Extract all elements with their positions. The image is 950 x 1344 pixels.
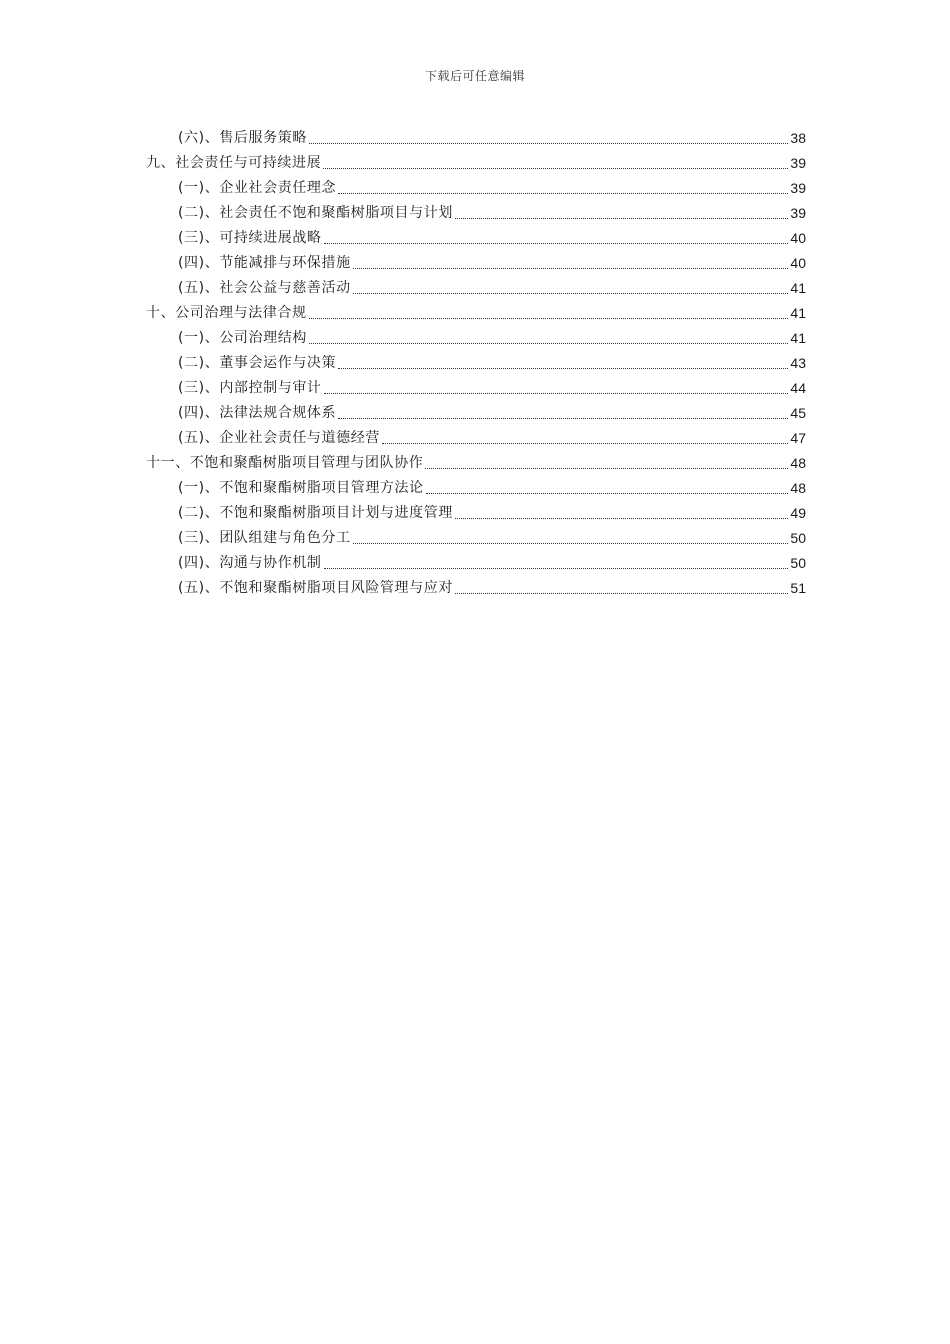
toc-dot-leader	[309, 143, 788, 144]
toc-entry-title: 十、公司治理与法律合规	[146, 305, 307, 321]
toc-entry-page: 41	[790, 305, 806, 321]
toc-entry-page: 48	[790, 480, 806, 496]
toc-entry[interactable]	[146, 301, 806, 326]
toc-entry-title: 十一、不饱和聚酯树脂项目管理与团队协作	[146, 455, 424, 471]
toc-dot-leader	[309, 318, 789, 319]
toc-dot-leader	[426, 493, 789, 494]
toc-entry[interactable]	[146, 501, 806, 526]
toc-dot-leader	[382, 443, 788, 444]
toc-entry[interactable]	[146, 251, 806, 276]
toc-entry-title: (四)、法律法规合规体系	[178, 405, 337, 421]
toc-dot-leader	[338, 368, 788, 369]
toc-dot-leader	[324, 243, 789, 244]
toc-entry-title: (三)、团队组建与角色分工	[178, 530, 351, 546]
toc-entry-title: (一)、公司治理结构	[178, 330, 307, 346]
toc-entry-title: (二)、不饱和聚酯树脂项目计划与进度管理	[178, 505, 453, 521]
toc-entry[interactable]	[146, 151, 806, 176]
toc-entry-title: (三)、可持续进展战略	[178, 230, 322, 246]
toc-entry-page: 41	[790, 330, 806, 346]
toc-entry-page: 38	[790, 130, 806, 146]
toc-entry[interactable]	[146, 351, 806, 376]
toc-entry[interactable]	[146, 551, 806, 576]
toc-entry-title: (二)、社会责任不饱和聚酯树脂项目与计划	[178, 205, 453, 221]
toc-entry-page: 45	[790, 405, 806, 421]
toc-entry-page: 50	[790, 555, 806, 571]
toc-entry-title: (一)、不饱和聚酯树脂项目管理方法论	[178, 480, 424, 496]
page-header: 下载后可任意编辑	[424, 69, 525, 83]
toc-entry-page: 40	[790, 255, 806, 271]
toc-entry[interactable]	[146, 576, 806, 601]
toc-entry-title: (四)、节能减排与环保措施	[178, 255, 351, 271]
toc-entry[interactable]	[146, 526, 806, 551]
toc-dot-leader	[353, 268, 789, 269]
toc-entry-title: (六)、售后服务策略	[178, 130, 307, 146]
toc-entry-page: 47	[790, 430, 806, 446]
toc-dot-leader	[353, 543, 789, 544]
toc-entry[interactable]	[146, 376, 806, 401]
toc-entry[interactable]	[146, 326, 806, 351]
toc-entry-page: 39	[790, 180, 806, 196]
toc-dot-leader	[323, 168, 788, 169]
toc-entry-page: 44	[790, 380, 806, 396]
toc-entry[interactable]	[146, 176, 806, 201]
toc-entry-title: (五)、企业社会责任与道德经营	[178, 430, 380, 446]
toc-dot-leader	[338, 193, 788, 194]
toc-entry-page: 39	[790, 205, 806, 221]
toc-dot-leader	[353, 293, 789, 294]
toc-dot-leader	[324, 393, 789, 394]
toc-entry-title: (三)、内部控制与审计	[178, 380, 322, 396]
toc-dot-leader	[455, 218, 788, 219]
toc-dot-leader	[455, 518, 788, 519]
toc-dot-leader	[455, 593, 788, 594]
toc-entry-title: (五)、不饱和聚酯树脂项目风险管理与应对	[178, 580, 453, 596]
toc-entry-page: 48	[790, 455, 806, 471]
toc-entry-page: 51	[790, 580, 806, 596]
toc-entry[interactable]	[146, 451, 806, 476]
toc-entry[interactable]	[146, 426, 806, 451]
toc-entry-page: 41	[790, 280, 806, 296]
toc-entry[interactable]	[146, 126, 806, 151]
toc-entry-page: 50	[790, 530, 806, 546]
toc-entry-title: (四)、沟通与协作机制	[178, 555, 322, 571]
toc-entry-title: 九、社会责任与可持续进展	[146, 155, 322, 171]
toc-entry[interactable]	[146, 226, 806, 251]
toc-entry[interactable]	[146, 476, 806, 501]
toc-entry-page: 39	[790, 155, 806, 171]
toc-entry[interactable]	[146, 401, 806, 426]
toc-entry-title: (一)、企业社会责任理念	[178, 180, 337, 196]
toc-entry-title: (二)、董事会运作与决策	[178, 355, 337, 371]
toc-dot-leader	[425, 468, 788, 469]
toc-entry-page: 49	[790, 505, 806, 521]
toc-dot-leader	[324, 568, 789, 569]
toc-entry-page: 43	[790, 355, 806, 371]
toc-entry[interactable]	[146, 201, 806, 226]
table-of-contents	[146, 126, 806, 601]
toc-entry[interactable]	[146, 276, 806, 301]
toc-dot-leader	[309, 343, 788, 344]
toc-entry-page: 40	[790, 230, 806, 246]
toc-dot-leader	[338, 418, 788, 419]
toc-entry-title: (五)、社会公益与慈善活动	[178, 280, 351, 296]
